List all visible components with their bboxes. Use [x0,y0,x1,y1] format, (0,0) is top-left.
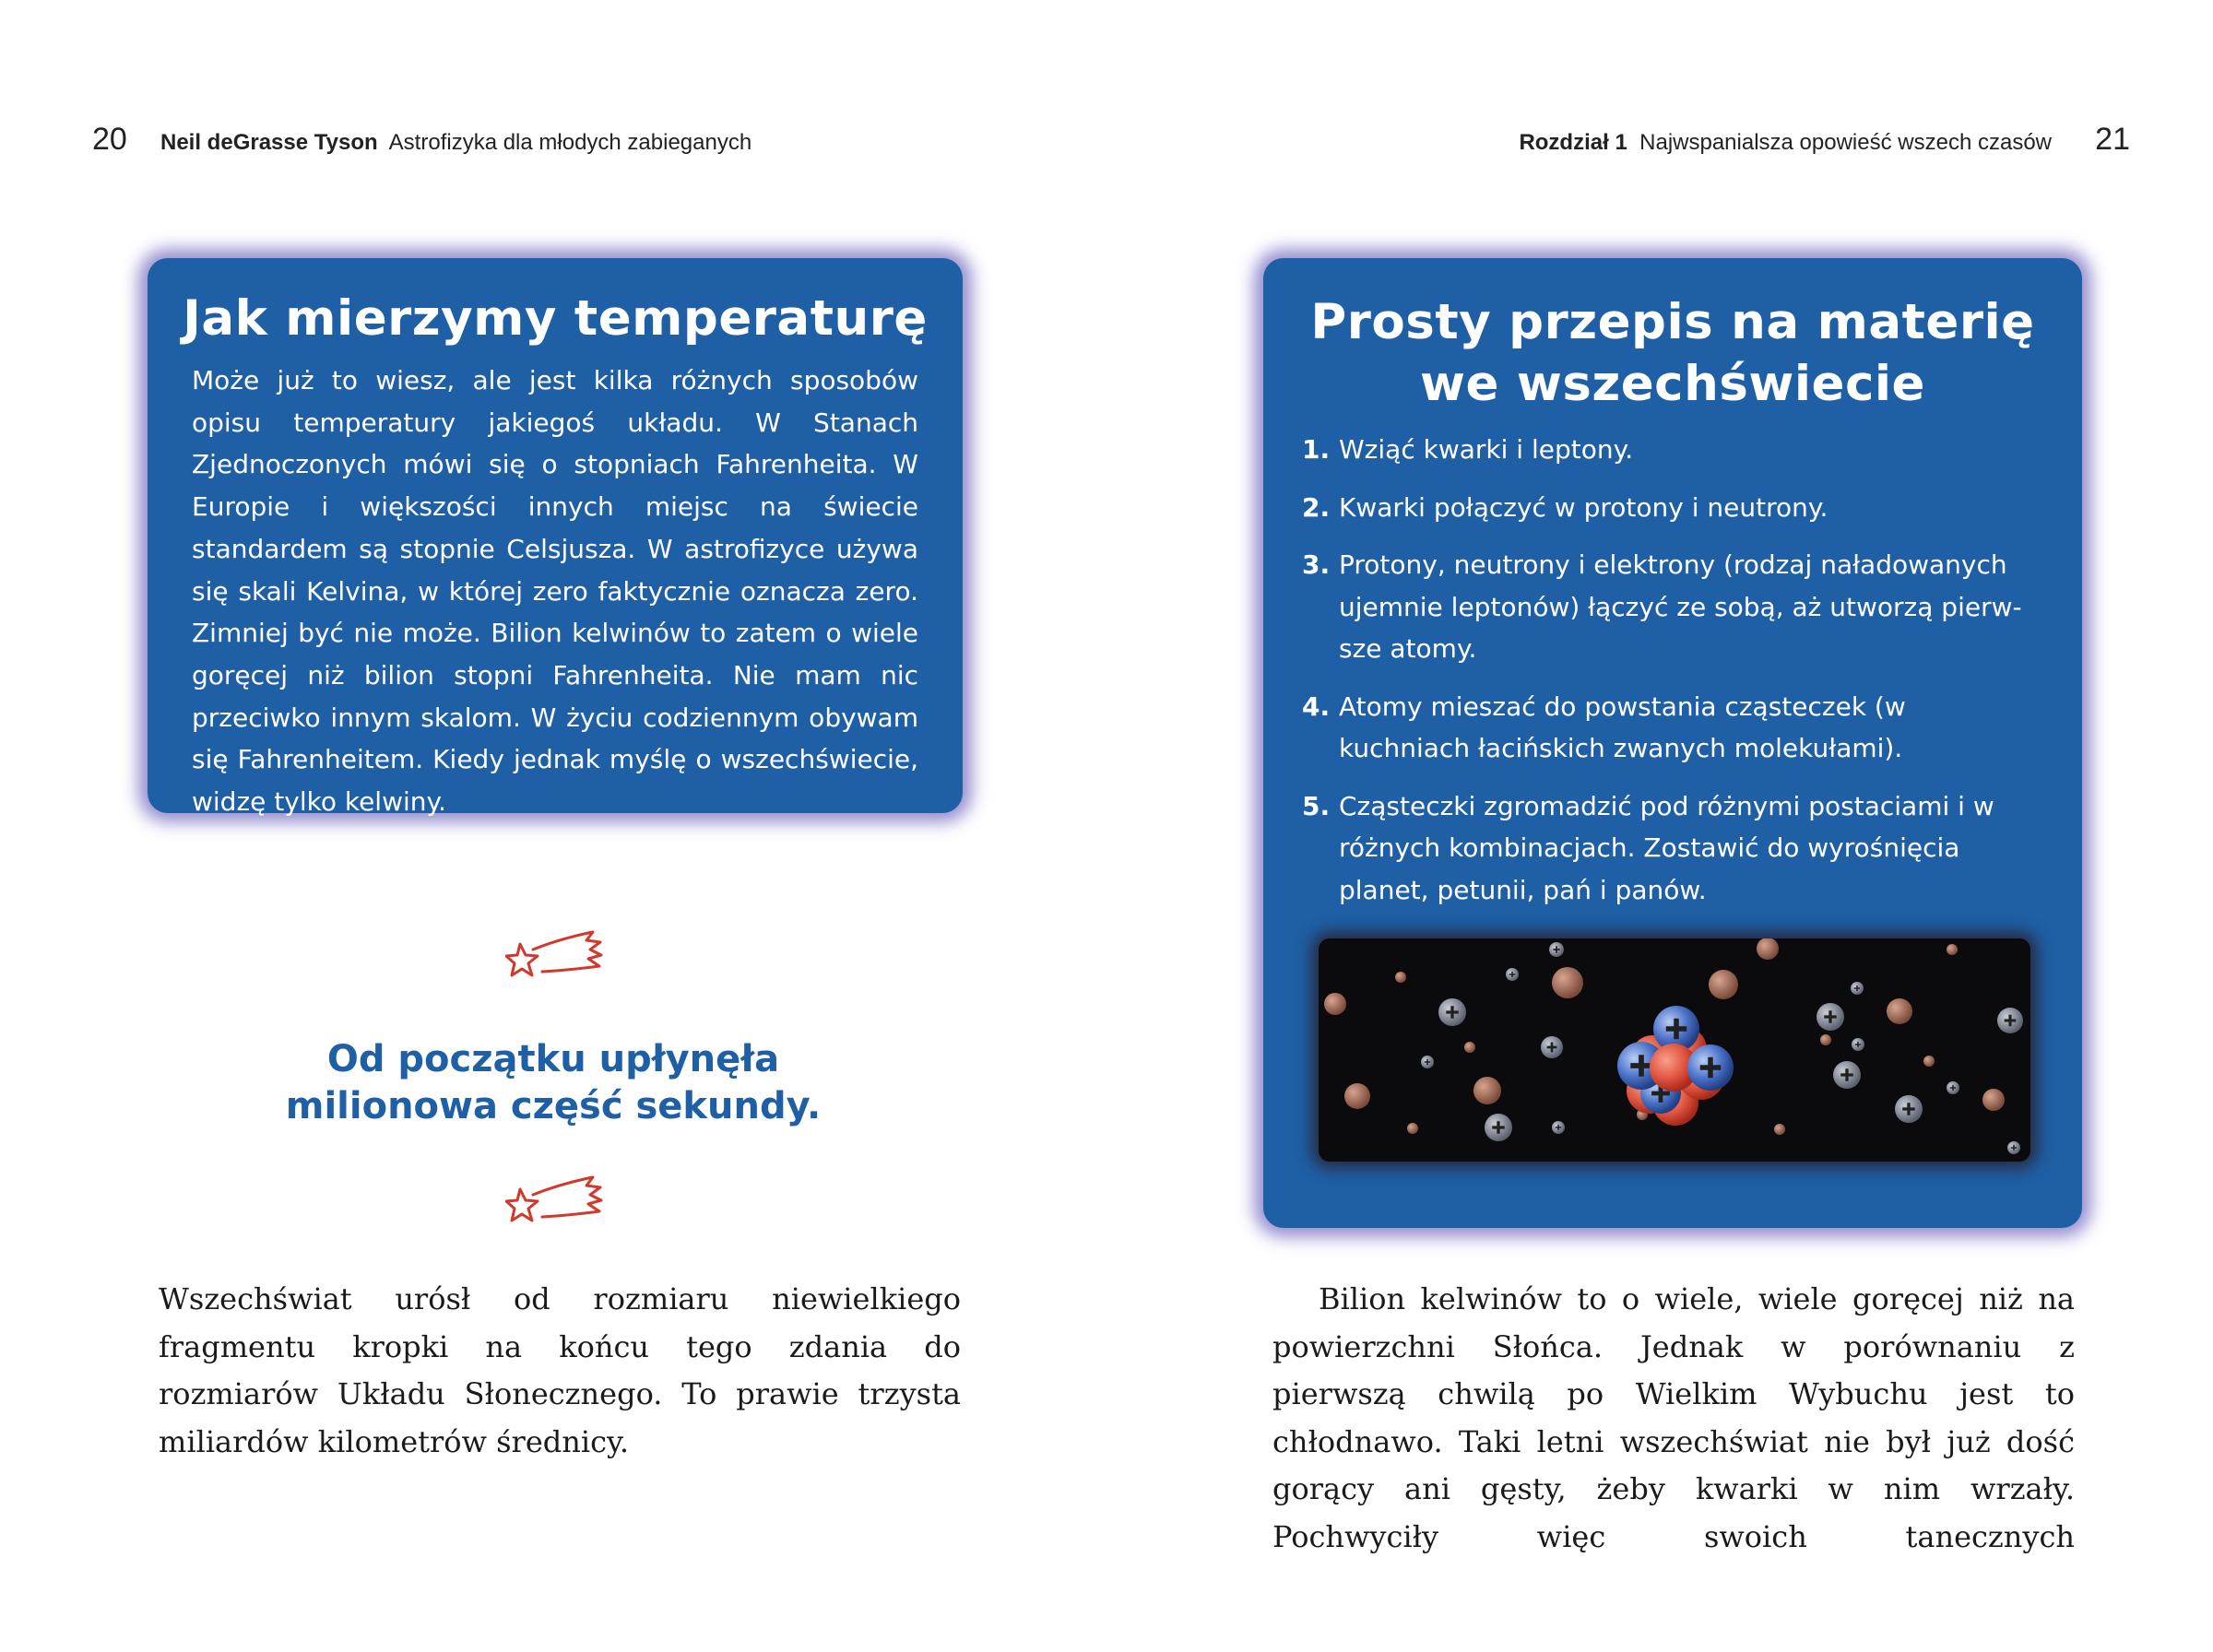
temperature-box [148,258,963,818]
atom-illustration [1319,938,2030,1162]
left-page [0,0,1106,1652]
chapter-title: Najwspanialsza opowieść wszech czasów [1639,130,2052,155]
page-number: 21 [2095,122,2130,157]
author-name: Neil deGrasse Tyson [160,130,378,155]
book-title: Astrofizyka dla młodych zabieganych [388,130,752,155]
step-text: Cząsteczki zgromadzić pod różnymi postaciami i w różnych kombinacjach. Zostawić do wyrośnięcia planet, petunii, pań i panów. [1339,790,1994,905]
running-header [1519,130,2052,156]
step-number: 1. [1302,434,1331,465]
recipe-step [1302,686,2038,770]
recipe-step [1302,544,2038,670]
recipe-step [1302,429,2038,471]
step-number: 5. [1302,790,1331,821]
step-text: Wziąć kwarki i leptony. [1339,434,1634,465]
running-header [160,130,751,156]
quote-line-1: Od początku upłynęła [326,1038,780,1080]
box-title: Jak mierzymy temperaturę [183,290,928,347]
shooting-star-icon [505,1173,607,1230]
recipe-step [1302,487,2038,529]
box-title-line-2: we wszechświecie [1420,356,1925,412]
body-paragraph: Wszechświat urósł od rozmiaru niewielkiego fragmentu kropki na końcu tego zdania do rozmiarów Układu Słonecznego. To prawie trzysta miliardów kilometrów średnicy. [159,1281,961,1459]
quote-line-2: milionowa część sekundy. [285,1085,822,1127]
step-number: 4. [1302,690,1331,722]
step-text: Protony, neutrony i elektrony (rodzaj naładowanych ujemnie leptonów) łączyć ze sobą, aż utworzą pierwsze atomy. [1339,549,2022,664]
box-title-line-1: Prosty przepis na materię [1310,294,2035,350]
page-number: 20 [92,122,127,157]
body-paragraph: Bilion kelwinów to o wiele, wiele goręcej niż na powierzchni Słońca. Jednak w porównaniu z pierwszą chwilą po Wielkim Wybuchu jest to chłodnawo. Taki letni wszechświat nie był już dość gorący ani gęsty, żeby kwarki w nim wrzały. Pochwyciły więc swoich tanecznych [1272,1281,2075,1554]
box-title [1263,291,2082,415]
box-text: Może już to wiesz, ale jest kilka różnych sposobów opisu temperatury jakiegoś układu. W Stanach Zjednoczonych mówi się o stopniach Fahrenheita. W Europie i większości innych miejsc na świecie standardem są stopnie Celsjusza. W astrofizyce używa się skali Kelvina, w której zero faktycznie oznacza zero. Zimniej być nie może. Bilion kelwinów to zatem o wiele goręcej niż bilion stopni Fahrenheita. Nie mam nic przeciwko innym skalom. W życiu codziennym obywam się Fahrenheitem. Kiedy jednak myślę o wszechświecie, widzę tylko kelwiny. [192,365,918,818]
pull-quote [138,1036,968,1130]
step-number: 2. [1302,491,1331,523]
chapter-label: Rozdział 1 [1519,130,1627,155]
step-text: Kwarki połączyć w protony i neutrony. [1339,491,1828,523]
step-number: 3. [1302,549,1331,580]
step-text: Atomy mieszać do powstania cząsteczek (w kuchniach łacińskich zwanych molekułami). [1339,690,1906,763]
recipe-step [1302,785,2038,912]
shooting-star-icon [505,927,607,985]
recipe-steps [1302,429,2038,911]
